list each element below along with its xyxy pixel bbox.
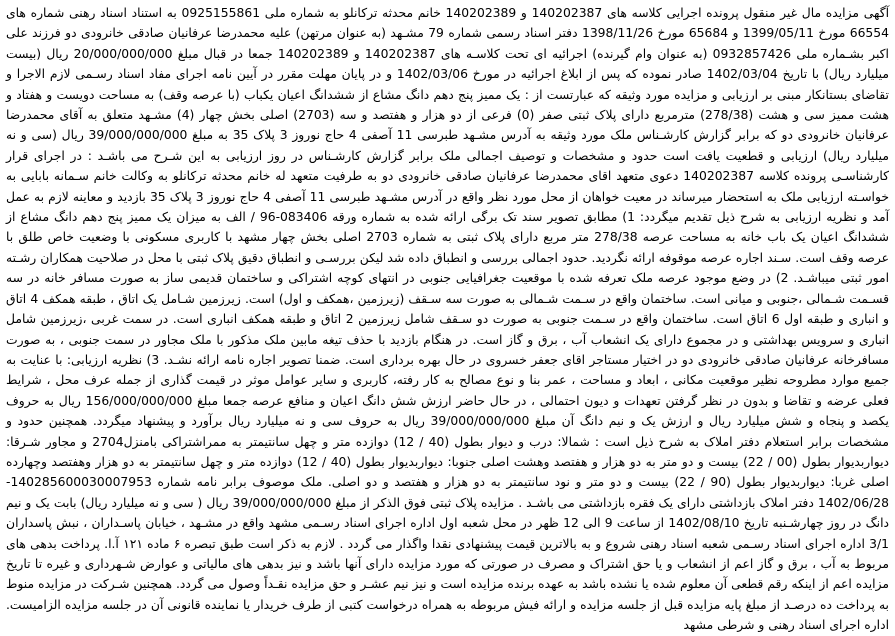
auction-notice-text: آگهی مزایده مال غیر منقول پرونده اجرایی کلاسه های 140202387 و 140202389 خانم محدثه ترکانلو به شماره ملی 0925155861 به استناد اسناد رهنی شماره های 66554 مورخ 1399/05/11 و 65684 مورخ 1398/11/26 دفتر اسناد رسمی شماره 79 مشـهد (به عنوان مرتهن) علیه محمدرضا عرفانیان صادقی خانرودی دو فرزند علی اکبر بشـماره ملی 0932857426 (به عنوان وام گیرنده) اجرائیه ای تحت کلاسـه های 140202387 و 140202389 جمعا در قبال مبلغ 20/000/000/000 ریال (بیست میلیارد ریال) با تاریخ 1402/03/04 صادر نموده که پس از ابلاغ اجرائیه در مورخ 1402/03/06 و در پایان مهلت مقرر در آیین نامه اجرای مفاد اسناد رسـمی لازم الاجرا و تقاضای بستانکار مبنی بر ارزیابی و مزایده مورد وثیقه که عبارتست از : یک ممیز پنج دهم دانگ مشاع از ششدانگ اعیان یکباب (با عرصه وقف) به مساحت دویست و هفتاد و هشت ممیز سی و هشت (278/38) مترمربع دارای پلاک ثبتی صفر (0) فرعی از دو هزار و هفتصد و سه (2703) اصلی بخش چهار (4) مشـهد متعلق به آقای محمدرضا عرفانیان خانرودی دو که برابر گزارش کارشـناس ملک مورد وثیقه به آدرس مشـهد طبرسی 11 آصفی 4 حاج نوروز 3 پلاک 35 به مبلغ 39/000/000/000 ریال (سی و نه میلیارد ریال) ارزیابی و قطعیت یافت است حدود و مشخصات و توصیف اجمالی ملک برابر گزارش کارشـناس در روز ارزیابی به این شـرح می باشـد : در اجرای قرار کارشناسـی پرونده کلاسه 140202387 دعوی متعهد اقای محمدرضا عرفانیان صادقی خانرودی دو به طرفیت متعهد له خانم محدثه ترکانلو به وکالت خانم سـمانه بابایی به خواسـته ارزیابی ملک به استحضار میرساند در معیت خواهان از محل مورد نظر واقع در آدرس مشـهد طبرسی 11 آصفی 4 حاج نوروز 3 پلاک 35 بازدید و معاینه لازم به عمل آمد و نظریه ارزیابی به شرح ذیل تقدیم میگردد: 1) مطابق تصویر سند تک برگی ارائه شده به شماره ورقه 083406-96 / الف به میزان یک ممیز پنج دهم دانگ مشاع از ششدانگ اعیان یک باب خانه به مساحت عرصه 278/38 متر مربع دارای پلاک ثبتی به شماره 2703 اصلی بخش چهار مشهد با کاربری مسکونی با وضعیت خاص طلق با عرصه وقف است. سـند اجاره عرصه موقوفه ارائه نگردید. حدود اجمالی بررسی و انطباق داده شد لیکن بررسـی و انطباق دقیق پلاک ثبتی با محل در صلاحیت همکاران رشـته امور ثبتی میباشـد. 2) در وضع موجود عرصه ملک تعرفه شده با موقعیت جغرافیایی جنوبی در انتهای کوچه اشتراکی و ساختمان قدیمی ساز به صورت مسافر خانه در سه قسـمت شـمالی ،جنوبی و میانی است. ساختمان واقع در سـمت شـمالی به صورت سه سـقف (زیرزمین ،همکف و اول) است. زیرزمین شـامل یک اتاق ، طبقه همکف 4 اتاق و انباری و طبقه اول 6 اتاق است. ساختمان واقع در سـمت جنوبی به صورت دو سـقف شامل زیرزمین 2 اتاق و طبقه همکف انباری است. در سمت غربی ،زیرزمین شامل انباری و سرویس بهداشتی و در مجموع دارای یک انشعاب آب ، برق و گاز است. در هنگام بازدید با حذف تیغه مابین ملک مذکور با ملک مجاور در سمت جنوبی ، به صورت مسافرخانه عرفانیان صادقی خانرودی دو در اختیار مستاجر اقای جعفر خسروی در حال بهره برداری است. ضمنا تصویر اجاره نامه ارائه نشـد. 3) نظریه ارزیابی: با عنایت به جمیع موارد مطروحه نظیر موقعیت مکانی ، ابعاد و مساحت ، عمر بنا و نوع مصالح به کار رفته، کاربری و سایر عوامل موثر در قیمت گذاری از جمله عرف محل ، شرایط فعلی عرضه و تقاضا و بدون در نظر گرفتن تعهدات و دیون احتمالی ، در حال حاضر ارزش شش دانگ اعیان و منافع عرصه جمعا مبلغ 156/000/000/000 ریال به حروف یکصد و پنجاه و شش میلیارد ریال و ارزش یک و نیم دانگ آن مبلغ 39/000/000/000 ریال به حروف سی و نه میلیارد ریال برآورد و پیشنهاد میگردد. همچنین حدود و مشخصات برابر استعلام دفتر املاک به شرح ذیل است : شمالا: درب و دیوار بطول (40 / 12) دوازده متر و چهل سانتیمتر به ممراشتراکی بامنزل2704 و مجاور شـرقا: دیواربدیوار بطول (00 / 22) بیست و دو متر به دو هزار و هفتصد وهشت اصلی جنوبا: دیواربدیوار بطول (40 / 12) دوازده متر و چهل سانتیمتر به دو هزار وهفتصد وچهارده اصلی غربا: دیواربدیوار بطول (90 / 22) بیست و دو متر و نود سانتیمتر به دو هزار و هفتصد و دو اصلی. ملک موصوف برابر نامه شماره 140285600030007953-1402/06/28 دفتر املاک بازداشتی دارای یک فقره بازداشتی می باشـد . مزایده پلاک ثبتی فوق الذکر از مبلغ 39/000/000/000 ریال ( سی و نه میلیارد ریال) بابت یک و نیم دانگ در روز چهارشـنبه تاریخ 1402/08/10 از ساعت 9 الی 12 ظهر در محل شعبه اول اداره اجرای اسناد رسـمی مشهد واقع در مشـهد ، خیابان پاسـداران ، نبش پاسداران 3/1 اداره اجرای اسناد رسـمی شعبه اسناد رهنی شروع و به بالاترین قیمت پیشنهادی نقدا واگذار می گردد . لازم به ذکر است طبق تبصره ۶ ماده ۱۲۱ آ.ا. پرداخت بدهی های مربوط به آب ، برق و گاز اعم از انشعاب و یا حق اشتراک و مصرف در صورتی که مورد مزایده دارای آنها باشد و نیز بدهی های مالیاتی و عوارض شـهرداری و غیره تا تاریخ مزایده اعم از اینکه رقم قطعی آن معلوم شده یا نشده باشد به عهده برنده مزایده است و نیز نیم عشـر و حق مزایده نقـداً وصول می گردد. همچنین شـرکت در مزایده منوط به پرداخت ده درصـد از مبلغ پایه مزایده قبل از جلسه مزایده و ارائه فیش مربوطه به همراه درخواست کتبی از طرف خریدار یا نماینده قانونی آن در جلسه مزایده الزامیست. اداره اجرای اسناد رهنی و شرطی مشهد	[6, 6, 890, 633]
